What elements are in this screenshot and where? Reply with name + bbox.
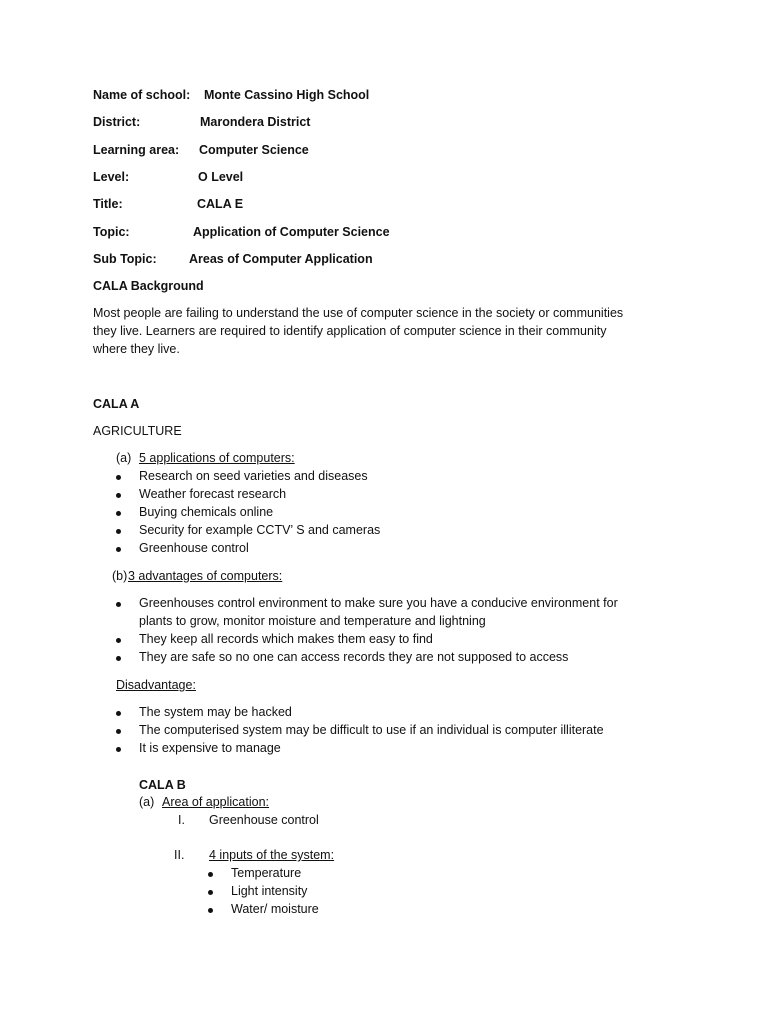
bullet-icon (116, 729, 121, 734)
subtopic-label: Sub Topic: (93, 252, 157, 266)
bullet-icon (116, 602, 121, 607)
bullet-icon (208, 908, 213, 913)
subtopic-value: Areas of Computer Application (189, 252, 373, 266)
bullet-icon (116, 747, 121, 752)
bullet-icon (116, 638, 121, 643)
bullet-icon (116, 656, 121, 661)
list-item: Water/ moisture (231, 902, 319, 916)
bullet-icon (116, 493, 121, 498)
list-item-continuation: plants to grow, monitor moisture and temperature and lightning (139, 614, 486, 628)
district-value: Marondera District (200, 115, 311, 129)
item-i-marker: I. (178, 813, 185, 827)
background-line-3: where they live. (93, 342, 180, 356)
school-value: Monte Cassino High School (204, 88, 370, 102)
cala-a-part-b-title: 3 advantages of computers: (128, 569, 283, 583)
level-label: Level: (93, 170, 130, 184)
bullet-icon (116, 529, 121, 534)
background-line-1: Most people are failing to understand the use of computer science in the society or communities (93, 306, 624, 320)
cala-a-part-a-marker: (a) (116, 451, 132, 465)
list-item: It is expensive to manage (139, 741, 281, 755)
cala-a-heading: CALA A (93, 397, 140, 411)
item-i-text: Greenhouse control (209, 813, 319, 827)
bullet-icon (116, 711, 121, 716)
background-line-2: they live. Learners are required to identify application of computer science in their community (93, 324, 607, 338)
list-item: Light intensity (231, 884, 308, 898)
title-value: CALA E (197, 197, 244, 211)
topic-label: Topic: (93, 225, 130, 239)
cala-a-part-a-title: 5 applications of computers: (139, 451, 295, 465)
disadvantage-title: Disadvantage: (116, 678, 196, 692)
cala-a-subject: AGRICULTURE (93, 424, 182, 438)
cala-a-part-b-marker: (b) (112, 569, 128, 583)
list-item: They are safe so no one can access records they are not supposed to access (139, 650, 569, 664)
list-item: Weather forecast research (139, 487, 287, 501)
cala-b-part-a-marker: (a) (139, 795, 155, 809)
bullet-icon (116, 475, 121, 480)
cala-b-heading: CALA B (139, 778, 186, 792)
list-item: Security for example CCTV’ S and cameras (139, 523, 381, 537)
bullet-icon (116, 547, 121, 552)
list-item: They keep all records which makes them easy to find (139, 632, 433, 646)
bullet-icon (116, 511, 121, 516)
list-item: Buying chemicals online (139, 505, 274, 519)
bullet-icon (208, 872, 213, 877)
list-item: Greenhouse control (139, 541, 249, 555)
background-heading: CALA Background (93, 279, 204, 293)
list-item: Greenhouses control environment to make sure you have a conducive environment for (139, 596, 618, 610)
title-label: Title: (93, 197, 123, 211)
list-item: Temperature (231, 866, 302, 880)
district-label: District: (93, 115, 141, 129)
cala-b-part-a-title: Area of application: (162, 795, 270, 809)
item-ii-title: 4 inputs of the system: (209, 848, 335, 862)
topic-value: Application of Computer Science (193, 225, 390, 239)
item-ii-marker: II. (174, 848, 185, 862)
bullet-icon (208, 890, 213, 895)
learning-area-value: Computer Science (199, 143, 309, 157)
list-item: The system may be hacked (139, 705, 292, 719)
list-item: The computerised system may be difficult to use if an individual is computer illiterate (139, 723, 604, 737)
learning-area-label: Learning area: (93, 143, 180, 157)
list-item: Research on seed varieties and diseases (139, 469, 368, 483)
school-label: Name of school: (93, 88, 191, 102)
level-value: O Level (198, 170, 244, 184)
